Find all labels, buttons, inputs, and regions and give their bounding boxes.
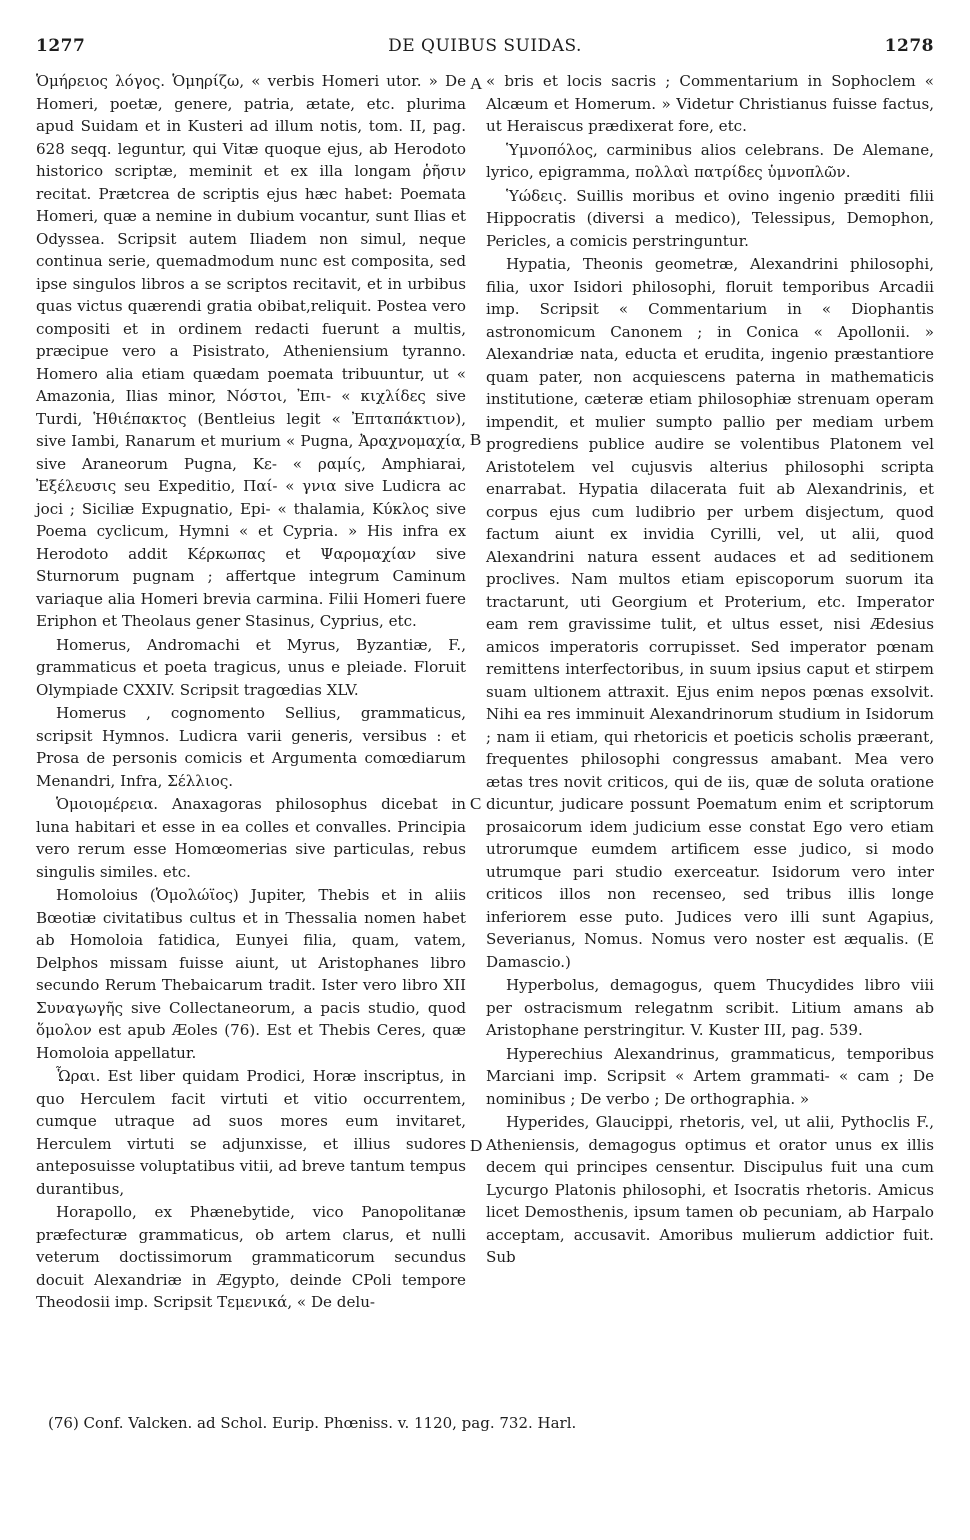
entry-omerios: Ὁμήρειος λόγος. Ὁμηρίζω, « verbis Homeri utor. » De Homeri, poetæ, genere, patria, ætate, etc. plurima apud Suidam et in Kusteri ad illum notis, tom. II, pag. 628 seqq. leguntur, qui Vitæ quoque ejus, ab Herodoto historico scriptæ, meminit et ex illa longam ῥῆσιν recitat. Prætcrea de scriptis ejus hæc habet: Poemata Homeri, quæ a nemine in dubium vocantur, sunt Ilias et Odyssea. Scripsit autem Iliadem non simul, neque continua serie, quemadmodum nunc est composita, sed ipse singulos libros a se scriptos recitavit, et in urbibus quas victus quærendi gratia obibat,reliquit. Postea vero compositi et in ordinem redacti fuerunt a multis, præcipue vero a Pisistrato, Atheniensium tyranno. Homero alia etiam quædam poemata tribuuntur, ut « Amazonia, Ilias minor, Νόστοι, Ἐπι- « κιχλίδες sive Turdi, Ἡθιέπακτος (Bentleius legit « Ἐπταπάκτιον), sive Iambi, Ranarum et murium « Pugna, Ἀραχνομαχία, sive Araneorum Pugna, Κε- « ραμίς, Amphiarai, Ἐξέλευσις seu Expeditio, Παί- « γνια sive Ludicra ac joci ; Siciliæ Expugnatio, Epi- « thalamia, Κύκλος sive Poema cyclicum, Hymni « et Cypria. » His infra ex Herodoto addit Κέρκωπας et Ψαρομαχίαν sive Sturnorum pugnam ; affertque integrum Caminum variaque alia Homeri brevia carmina. Filii Homeri fuere Eriphon et Theolaus gener Stasinus, Cyprius, etc.: [36, 72, 466, 630]
margin-letter-c: C: [470, 794, 482, 813]
margin-letter-b: B: [470, 430, 482, 449]
footnote: (76) Conf. Valcken. ad Schol. Eurip. Phœniss. v. 1120, pag. 732. Harl.: [48, 1414, 577, 1432]
entry-hymnopolos: Ὑμνοπόλος, carminibus alios celebrans. De Alemane, lyrico, epigramma, πολλαὶ πατρίδες ὑμνοπλῶν.: [486, 140, 934, 181]
left-column: [36, 70, 466, 1315]
entry-hyodeis: Ὑώδεις. Suillis moribus et ovino ingenio præditi filii Hippocratis (diversi a medico), Telessipus, Demophon, Pericles, a comicis perstringuntur.: [486, 186, 934, 250]
entry-hyperbolus: Hyperbolus, demagogus, quem Thucydides libro viii per ostracismum relegatnm scribit. Litium amans ab Aristophane perstringitur. V. Kuster III, pag. 539.: [486, 976, 934, 1039]
entry-horai: Ὧραι. Est liber quidam Prodici, Horæ inscriptus, in quo Herculem facit virtuti et vitio occurrentem, cumque utraque ad suos mores eum invitaret, Herculem virtuti se adjunxisse, et illius sudores anteposuisse voluptatibus vitii, ad breve tantum tempus durantibus,: [36, 1067, 467, 1198]
page-number-left: 1277: [36, 36, 86, 56]
entry-homoiomereia: Ὁμοιομέρεια. Anaxagoras philosophus dicebat in luna habitari et esse in ea colles et convalles. Principia vero rerum esse Homœomerias sive particulas, rebus singulis similes. etc.: [36, 795, 466, 881]
right-column: [486, 70, 934, 1270]
entry-horapollo: Horapollo, ex Phænebytide, vico Panopolitanæ præfecturæ grammaticus, ob artem clarus, et nulli veterum doctissimorum grammaticorum secundus docuit Alexandriæ in Ægypto, deinde CPoli tempore Theodosii imp. Scripsit Τεμενικά, « De delu-: [36, 1203, 466, 1311]
entry-homoloius: Homoloius (Ὁμολώϊος) Jupiter, Thebis et in aliis Bœotiæ civitatibus cultus et in Thessalia nomen habet ab Homoloia fatidica, Eunyei filia, quam, vatem, Delphos missam fuisse aiunt, ut Aristophanes libro secundo Rerum Thebaicarum tradit. Ister vero libro XII Συναγωγῆς sive Collectaneorum, a pacis studio, quod ὅμολον est apub Æoles (76). Est et Thebis Ceres, quæ Homoloia appellatur.: [36, 886, 466, 1062]
margin-letter-a: A: [470, 74, 483, 93]
entry-hypatia: Hypatia, Theonis geometræ, Alexandrini philosophi, filia, uxor Isidori philosophi, floruit temporibus Arcadii imp. Scripsit « Commentarium in « Diophantis astronomicum Canonem ; in Conica « Apollonii. » Alexandriæ nata, educta et erudita, ingenio præstantiore quam pater, non acquiescens paterna in mathematicis institutione, cæteræ etiam philosophiæ strenuam operam impendit, et mulier sumpto pallio per mediam urbem progrediens publice audire se volentibus Platonem vel Aristotelem vel cujusvis alterius philosophi scripta enarrabat. Hypatia dilacerata fuit ab Alexandrinis, et corpus ejus cum ludibrio per urbem disjectum, quod factum aiunt ex invidia Cyrilli, vel, ut alii, quod Alexandrini natura essent audaces et ad seditionem proclives. Nam multos etiam episcoporum suorum ita tractarunt, uti Georgium et Proterium, etc. Imperator eam rem gravissime tulit, et ultus esset, nisi Ædesius amicos imperatoris corrupisset. Sed imperator pœnam remittens interfectoribus, in suum ipsius caput et stirpem suam ultionem attraxit. Ejus enim nepos pœnas exsolvit. Nihi ea res imminuit Alexandrinorum studium in Isidorum ; nam ii etiam, qui rhetoricis et poeticis scholis præerant, frequentes philosophi congressus amabant. Mea vero ætas tres novit criticos, qui de iis, quæ de soluta oratione dicuntur, judicare possunt Poematum enim et scriptorum prosaicorum idem judicium esse constat Ego vero etiam utrorumque eumdem artificem esse judico, si modo utrumque pari studio exerceatur. Isidorum vero inter criticos illos non recenseo, sed tribus illis longe inferiorem esse puto. Judices vero illi sunt Agapius, Severianus, Nomus. Nomus vero noster est æqualis. (E Damascio.): [486, 255, 934, 971]
entry-homerus-andromachi: Homerus, Andromachi et Myrus, Byzantiæ, F., grammaticus et poeta tragicus, unus e pleiade. Floruit Olympiade CXXIV. Scripsit tragœdias XLV.: [36, 635, 466, 699]
entry-hyperechius: Hyperechius Alexandrinus, grammaticus, temporibus Marciani imp. Scripsit « Artem grammati- « cam ; De nominibus ; De verbo ; De orthographia. »: [486, 1044, 934, 1108]
page-number-right: 1278: [884, 36, 934, 56]
entry-hyperides: Hyperides, Glaucippi, rhetoris, vel, ut alii, Pythoclis F., Atheniensis, demagogus optimus et orator unus ex illis decem qui principes censentur. Discipulus fuit una cum Lycurgo Platonis philosophi, et Isocratis rhetoris. Amicus licet Demosthenis, ipsum tamen ob pecuniam, ab Harpalo acceptam, accusavit. Amoribus mulierum addictior fuit. Sub: [486, 1113, 934, 1266]
page-title: DE QUIBUS SUIDAS.: [388, 36, 582, 56]
entry-horapollo-cont: « bris et locis sacris ; Commentarium in Sophoclem « Alcæum et Homerum. » Videtur Christianus fuisse factus, ut Heraiscus prædixerat fore, etc.: [486, 72, 934, 135]
margin-letter-d: D: [470, 1136, 483, 1155]
entry-homerus-sellius: Homerus , cognomento Sellius, grammaticus, scripsit Hymnos. Ludicra varii generis, versibus : et Prosa de personis comicis et Argumenta comœdiarum Menandri, Infra, Σέλλιος.: [36, 704, 466, 790]
running-head: [36, 36, 934, 60]
